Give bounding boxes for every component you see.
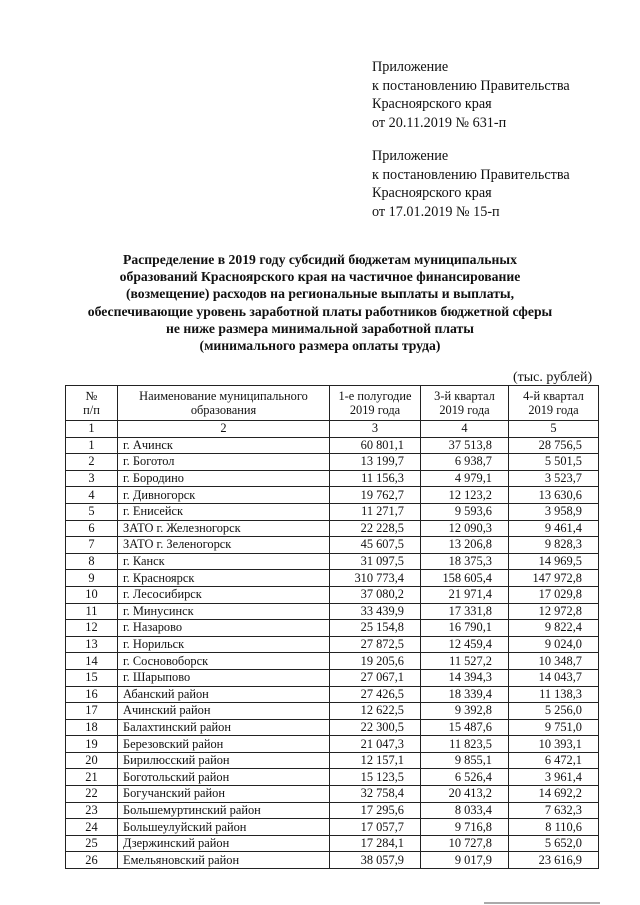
title-line: Распределение в 2019 году субсидий бюджетам муниципальных [123, 252, 517, 267]
municipality-name: г. Лесосибирск [118, 586, 330, 603]
fourth-quarter-value: 3 523,7 [509, 470, 599, 487]
first-half-value: 37 080,2 [330, 586, 421, 603]
fourth-quarter-value: 8 110,6 [509, 819, 599, 836]
third-quarter-value: 37 513,8 [421, 437, 509, 454]
row-number: 26 [66, 852, 118, 869]
first-half-value: 27 067,1 [330, 669, 421, 686]
first-half-value: 60 801,1 [330, 437, 421, 454]
row-number: 21 [66, 769, 118, 786]
row-number: 6 [66, 520, 118, 537]
fourth-quarter-value: 17 029,8 [509, 586, 599, 603]
first-half-value: 17 284,1 [330, 835, 421, 852]
header-text: 2019 года [528, 403, 579, 417]
row-number: 20 [66, 752, 118, 769]
third-quarter-value: 12 123,2 [421, 487, 509, 504]
fourth-quarter-value: 6 472,1 [509, 752, 599, 769]
row-number: 1 [66, 437, 118, 454]
header-text: 2019 года [439, 403, 490, 417]
municipality-name: Дзержинский район [118, 835, 330, 852]
appendix-resolution-line: к постановлению Правительства [372, 166, 570, 183]
third-quarter-value: 20 413,2 [421, 786, 509, 803]
fourth-quarter-value: 9 828,3 [509, 537, 599, 554]
first-half-value: 19 762,7 [330, 487, 421, 504]
row-number: 8 [66, 553, 118, 570]
unit-label: (тыс. рублей) [513, 370, 593, 385]
header-text: 3-й квартал [434, 388, 495, 403]
third-quarter-value: 9 855,1 [421, 752, 509, 769]
third-quarter-value: 12 459,4 [421, 636, 509, 653]
municipality-name: ЗАТО г. Железногорск [118, 520, 330, 537]
row-number: 17 [66, 703, 118, 720]
fourth-quarter-value: 13 630,6 [509, 487, 599, 504]
fourth-quarter-value: 9 751,0 [509, 719, 599, 736]
row-number: 3 [66, 470, 118, 487]
row-number: 19 [66, 736, 118, 753]
row-number: 25 [66, 835, 118, 852]
municipality-name: г. Красноярск [118, 570, 330, 587]
third-quarter-value: 15 487,6 [421, 719, 509, 736]
municipality-name: г. Назарово [118, 620, 330, 637]
first-half-value: 11 271,7 [330, 503, 421, 520]
municipality-name: Ачинский район [118, 703, 330, 720]
first-half-value: 15 123,5 [330, 769, 421, 786]
municipality-name: Большеулуйский район [118, 819, 330, 836]
fourth-quarter-value: 10 393,1 [509, 736, 599, 753]
municipality-name: Балахтинский район [118, 719, 330, 736]
municipality-name: Большемуртинский район [118, 802, 330, 819]
third-quarter-value: 6 938,7 [421, 454, 509, 471]
third-quarter-value: 13 206,8 [421, 537, 509, 554]
municipality-name: ЗАТО г. Зеленогорск [118, 537, 330, 554]
row-number: 11 [66, 603, 118, 620]
first-half-value: 11 156,3 [330, 470, 421, 487]
third-quarter-value: 16 790,1 [421, 620, 509, 637]
first-half-value: 19 205,6 [330, 653, 421, 670]
row-number: 13 [66, 636, 118, 653]
municipality-name: г. Бородино [118, 470, 330, 487]
municipality-name: Боготольский район [118, 769, 330, 786]
municipality-name: г. Енисейск [118, 503, 330, 520]
third-quarter-value: 10 727,8 [421, 835, 509, 852]
first-half-value: 310 773,4 [330, 570, 421, 587]
fourth-quarter-value: 5 652,0 [509, 835, 599, 852]
third-quarter-value: 14 394,3 [421, 669, 509, 686]
third-quarter-value: 18 339,4 [421, 686, 509, 703]
fourth-quarter-value: 14 692,2 [509, 786, 599, 803]
header-text: 4-й квартал [523, 388, 584, 403]
municipality-name: г. Шарыпово [118, 669, 330, 686]
header-text: 2019 года [349, 403, 401, 417]
fourth-quarter-value: 5 501,5 [509, 454, 599, 471]
row-number: 10 [66, 586, 118, 603]
header-text: № [85, 388, 98, 403]
title-line: (минимального размера оплаты труда) [199, 338, 441, 354]
third-quarter-value: 8 033,4 [421, 802, 509, 819]
first-half-value: 17 295,6 [330, 802, 421, 819]
first-half-value: 13 199,7 [330, 454, 421, 471]
third-quarter-value: 21 971,4 [421, 586, 509, 603]
title-line: (возмещение) расходов на региональные выплаты и выплаты, [125, 286, 515, 302]
fourth-quarter-value: 10 348,7 [509, 653, 599, 670]
row-number: 15 [66, 669, 118, 686]
column-number: 4 [421, 421, 509, 438]
third-quarter-value: 158 605,4 [421, 570, 509, 587]
fourth-quarter-value: 3 958,9 [509, 503, 599, 520]
third-quarter-value: 17 331,8 [421, 603, 509, 620]
header-text: п/п [83, 403, 100, 417]
appendix-resolution-line: к постановлению Правительства [372, 77, 570, 94]
title-line: образований Красноярского края на частичное финансирование [119, 269, 521, 285]
row-number: 22 [66, 786, 118, 803]
row-number: 9 [66, 570, 118, 587]
column-number: 5 [509, 421, 599, 438]
fourth-quarter-value: 11 138,3 [509, 686, 599, 703]
row-number: 18 [66, 719, 118, 736]
first-half-value: 22 300,5 [330, 719, 421, 736]
column-number: 2 [118, 421, 330, 438]
fourth-quarter-value: 12 972,8 [509, 603, 599, 620]
third-quarter-value: 11 823,5 [421, 736, 509, 753]
title-line: не ниже размера минимальной заработной платы [166, 320, 474, 336]
municipality-name: г. Боготол [118, 454, 330, 471]
municipality-name: Бирилюсский район [118, 752, 330, 769]
municipality-name: г. Дивногорск [118, 487, 330, 504]
fourth-quarter-value: 147 972,8 [509, 570, 599, 587]
appendix-heading: Приложение [372, 59, 449, 75]
municipality-name: г. Сосновоборск [118, 653, 330, 670]
municipality-name: г. Минусинск [118, 603, 330, 620]
first-half-value: 33 439,9 [330, 603, 421, 620]
third-quarter-value: 4 979,1 [421, 470, 509, 487]
fourth-quarter-value: 14 969,5 [509, 553, 599, 570]
header-text: Наименование муниципального [139, 388, 308, 403]
first-half-value: 17 057,7 [330, 819, 421, 836]
municipality-name: Березовский район [118, 736, 330, 753]
third-quarter-value: 9 392,8 [421, 703, 509, 720]
municipality-name: Богучанский район [118, 786, 330, 803]
municipality-name: г. Ачинск [118, 437, 330, 454]
header-text: образования [190, 403, 257, 417]
row-number: 12 [66, 620, 118, 637]
column-number: 3 [330, 421, 421, 438]
row-number: 23 [66, 802, 118, 819]
column-number: 1 [66, 421, 118, 438]
third-quarter-value: 6 526,4 [421, 769, 509, 786]
appendix-heading: Приложение [372, 148, 449, 164]
first-half-value: 45 607,5 [330, 537, 421, 554]
first-half-value: 12 622,5 [330, 703, 421, 720]
header-text: 1-е полугодие [338, 388, 412, 403]
fourth-quarter-value: 9 461,4 [509, 520, 599, 537]
municipality-name: Емельяновский район [118, 852, 330, 869]
row-number: 7 [66, 537, 118, 554]
row-number: 2 [66, 454, 118, 471]
appendix-region-line: Красноярского края [372, 185, 492, 202]
municipality-name: Абанский район [118, 686, 330, 703]
appendix-date-number: от 20.11.2019 № 631-п [372, 114, 507, 131]
appendix-region-line: Красноярского края [372, 96, 492, 113]
fourth-quarter-value: 28 756,5 [509, 437, 599, 454]
row-number: 24 [66, 819, 118, 836]
fourth-quarter-value: 9 024,0 [509, 636, 599, 653]
fourth-quarter-value: 3 961,4 [509, 769, 599, 786]
fourth-quarter-value: 5 256,0 [509, 703, 599, 720]
row-number: 16 [66, 686, 118, 703]
third-quarter-value: 12 090,3 [421, 520, 509, 537]
fourth-quarter-value: 7 632,3 [509, 802, 599, 819]
third-quarter-value: 9 716,8 [421, 819, 509, 836]
third-quarter-value: 18 375,3 [421, 553, 509, 570]
first-half-value: 32 758,4 [330, 786, 421, 803]
fourth-quarter-value: 14 043,7 [509, 669, 599, 686]
fourth-quarter-value: 9 822,4 [509, 620, 599, 637]
row-number: 4 [66, 487, 118, 504]
third-quarter-value: 11 527,2 [421, 653, 509, 670]
first-half-value: 25 154,8 [330, 620, 421, 637]
third-quarter-value: 9 017,9 [421, 852, 509, 869]
first-half-value: 31 097,5 [330, 553, 421, 570]
first-half-value: 12 157,1 [330, 752, 421, 769]
fourth-quarter-value: 23 616,9 [509, 852, 599, 869]
first-half-value: 38 057,9 [330, 852, 421, 869]
first-half-value: 21 047,3 [330, 736, 421, 753]
municipality-name: г. Норильск [118, 636, 330, 653]
title-line: обеспечивающие уровень заработной платы работников бюджетной сферы [87, 303, 553, 319]
first-half-value: 22 228,5 [330, 520, 421, 537]
municipality-name: г. Канск [118, 553, 330, 570]
first-half-value: 27 426,5 [330, 686, 421, 703]
row-number: 14 [66, 653, 118, 670]
first-half-value: 27 872,5 [330, 636, 421, 653]
third-quarter-value: 9 593,6 [421, 503, 509, 520]
appendix-date-number: от 17.01.2019 № 15-п [372, 203, 500, 220]
row-number: 5 [66, 503, 118, 520]
